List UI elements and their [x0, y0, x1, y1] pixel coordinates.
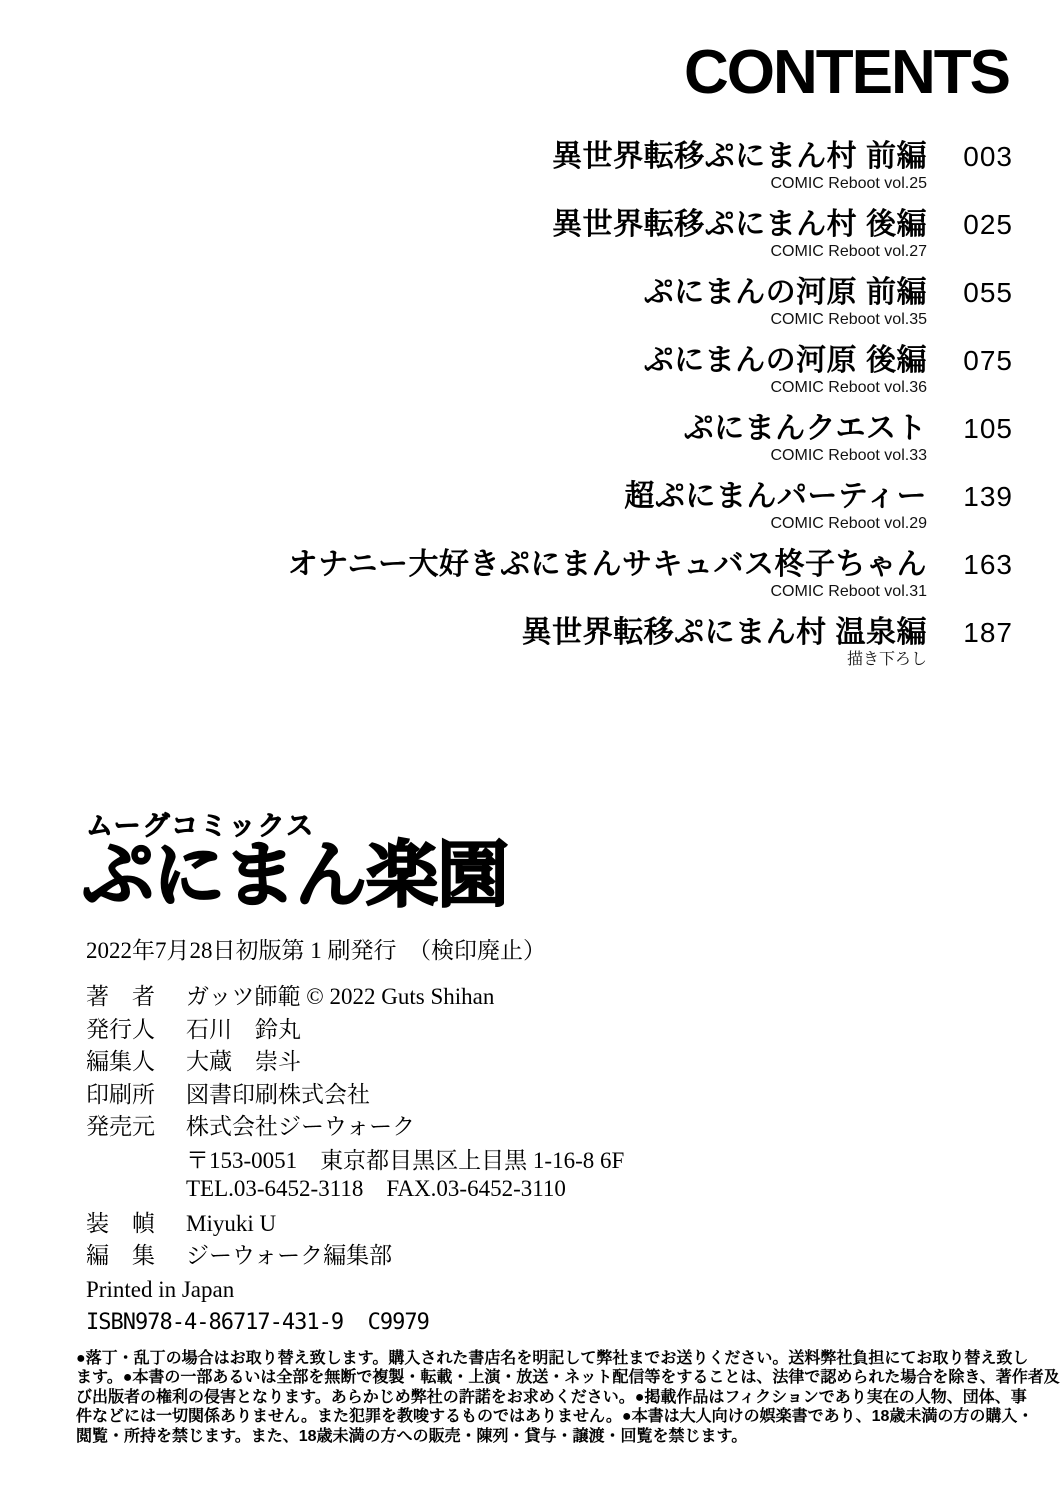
toc-entry-text: [552, 208, 927, 262]
credit-value: 石川 鈴丸: [186, 1016, 301, 1042]
toc-entry-source: COMIC Reboot vol.33: [770, 447, 927, 464]
toc-entry-text: [522, 616, 927, 670]
toc-entry-source: COMIC Reboot vol.31: [770, 583, 927, 600]
toc-entry-title: 異世界転移ぷにまん村 温泉編: [521, 616, 927, 649]
toc-entry-page-number: 139: [963, 481, 1013, 512]
credit-label: 装 幀: [86, 1210, 155, 1236]
toc-entry: [288, 344, 1013, 398]
toc-entry-title: オナニー大好きぷにまんサキュバス柊子ちゃん: [287, 548, 927, 581]
toc-entry-text: [644, 276, 927, 330]
toc-entry-page-number: 187: [963, 617, 1013, 648]
credit-label: 編 集: [86, 1243, 155, 1268]
credit-row-cover-design: [86, 1208, 624, 1241]
credit-value: 図書印刷株式会社: [186, 1081, 370, 1107]
credit-value: 株式会社ジーウォーク: [186, 1114, 416, 1139]
legal-notice-line: ます。●本書の一部あるいは全部を無断で複製・転載・上演・放送・ネット配信等をすることは、法律で認められた場合を除き、著作者及: [76, 1369, 1060, 1387]
credit-label: 発行人: [86, 1016, 155, 1042]
legal-notice-line: ●落丁・乱丁の場合はお取り替え致します。購入された書店名を明記して弊社までお送りください。送料弊社負担にてお取り替え致し: [76, 1350, 1029, 1367]
legal-notice: [76, 1349, 1060, 1446]
credit-value: ジーウォーク編集部: [186, 1243, 393, 1268]
toc-entry-text: [644, 344, 927, 398]
credit-row-editing: [86, 1240, 624, 1273]
printed-in-japan: Printed in Japan: [86, 1276, 235, 1302]
credit-row-distributor: [86, 1111, 624, 1144]
credit-row-author: [86, 981, 624, 1014]
credit-label: 印刷所: [86, 1081, 155, 1107]
toc-entry-title: ぷにまんの河原 前編: [643, 276, 927, 309]
toc-entry-text: [552, 140, 927, 194]
credit-row-publisher: [86, 1014, 624, 1047]
imprint-label: ムーグコミックス: [86, 811, 316, 841]
credit-label: 発売元: [86, 1114, 155, 1139]
isbn-code: ISBN978-4-86717-431-9 C9979: [86, 1309, 429, 1335]
toc-entry-source: 描き下ろし: [846, 651, 927, 668]
toc-entry: [288, 548, 1013, 602]
toc-entry-source: COMIC Reboot vol.25: [770, 175, 927, 192]
toc-entry-title: 異世界転移ぷにまん村 後編: [552, 208, 927, 241]
toc-entry-page-number: 163: [963, 549, 1013, 580]
toc-entry: [288, 480, 1013, 534]
toc-entry: [288, 616, 1013, 670]
credit-row-editor-in-chief: [86, 1046, 624, 1079]
toc-entry-title: ぷにまんクエスト: [683, 412, 927, 445]
toc-entry-title: 異世界転移ぷにまん村 前編: [552, 140, 927, 173]
phone-fax-line: TEL.03-6452-3118 FAX.03-6452-3110: [186, 1175, 566, 1201]
address-line: 〒153-0051 東京都目黒区上目黒 1-16-8 6F: [186, 1147, 625, 1173]
colophon: [86, 981, 624, 1337]
toc-entry-source: COMIC Reboot vol.27: [770, 243, 927, 260]
toc-entry: [288, 140, 1013, 194]
credit-value: Miyuki U: [186, 1210, 277, 1236]
credit-row-printer: [86, 1079, 624, 1112]
credit-value: ガッツ師範 © 2022 Guts Shihan: [186, 984, 495, 1009]
toc-entry-text: [684, 412, 927, 466]
toc-entry: [288, 276, 1013, 330]
toc-entry-page-number: 003: [963, 141, 1013, 172]
toc-entry-source: COMIC Reboot vol.29: [770, 515, 927, 532]
legal-notice-line: 件などには一切関係ありません。また犯罪を教唆するものではありません。●本書は大人向けの娯楽書であり、18歳未満の方の購入・: [76, 1408, 1034, 1426]
toc-entry-text: [288, 548, 927, 602]
toc-entry-text: [624, 480, 927, 534]
book-title: ぷにまん楽園: [82, 836, 509, 916]
credit-label: 著 者: [86, 984, 155, 1009]
legal-notice-line: 閲覧・所持を禁じます。また、18歳未満の方への販売・陳列・貸与・譲渡・回覧を禁じます。: [76, 1427, 748, 1445]
toc-entry: [288, 412, 1013, 466]
toc-entry-title: 超ぷにまんパーティー: [624, 480, 927, 513]
toc-entry-source: COMIC Reboot vol.35: [770, 311, 927, 328]
toc-entry-source: COMIC Reboot vol.36: [770, 379, 927, 396]
toc-entry: [288, 208, 1013, 262]
credit-label: 編集人: [86, 1049, 155, 1074]
edition-line: 2022年7月28日初版第 1 刷発行 （検印廃止）: [86, 938, 546, 963]
toc-entry-page-number: 025: [963, 209, 1013, 240]
toc-entry-title: ぷにまんの河原 後編: [643, 344, 927, 377]
legal-notice-line: び出版者の権利の侵害となります。あらかじめ弊社の許諾をお求めください。●掲載作品はフィクションであり実在の人物、団体、事: [76, 1388, 1027, 1406]
table-of-contents: [288, 140, 1013, 670]
publisher-address: [186, 1147, 624, 1203]
contents-heading: CONTENTS: [684, 38, 1009, 107]
toc-entry-page-number: 105: [963, 413, 1013, 444]
toc-entry-page-number: 075: [963, 345, 1013, 376]
credit-value: 大蔵 崇斗: [186, 1049, 301, 1074]
toc-entry-page-number: 055: [963, 277, 1013, 308]
